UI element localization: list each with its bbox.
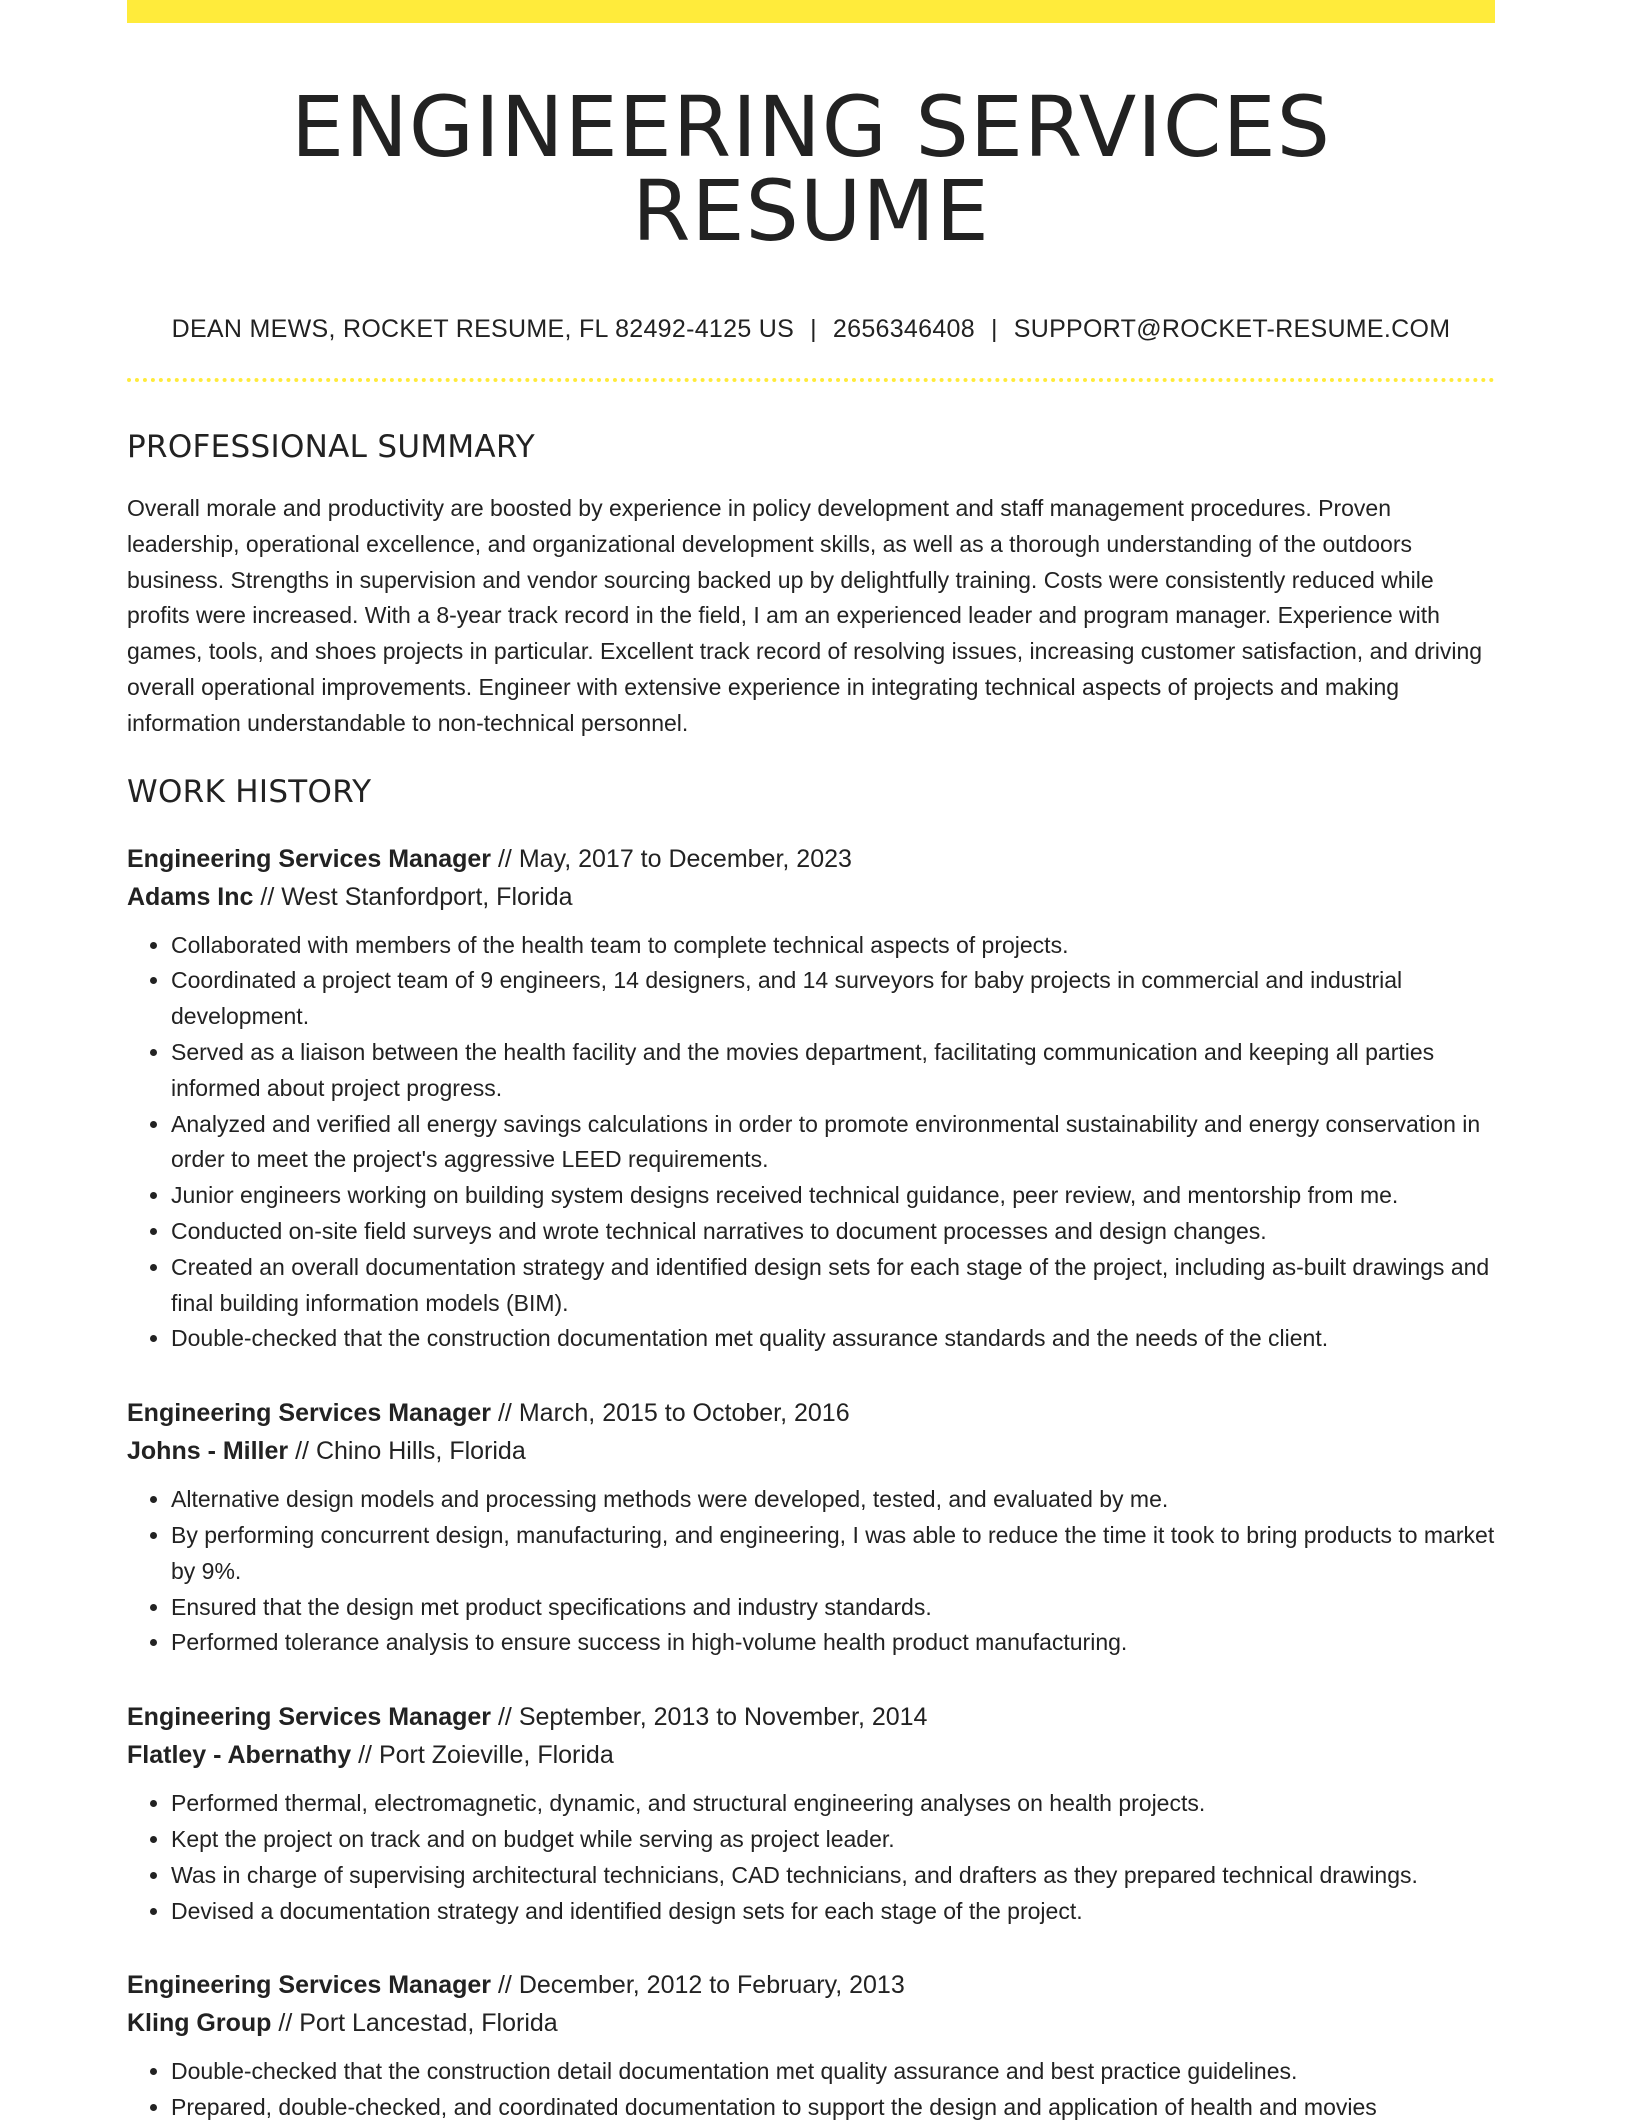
job-entry [127, 840, 1495, 1358]
summary-text: Overall morale and productivity are boosted by experience in policy development and staff management procedures. Proven leadership, operational excellence, and organizational development skills, as well as a thorough understanding of the outdoors business. Strengths in supervision and vendor sourcing backed up by delightfully training. Costs were consistently reduced while profits were increased. With a 8-year track record in the field, I am an experienced leader and program manager. Experience with games, tools, and shoes projects in particular. Excellent track record of resolving issues, increasing customer satisfaction, and driving overall operational improvements. Engineer with extensive experience in integrating technical aspects of projects and making information understandable to non-technical personnel. [127, 495, 1483, 736]
job-divider: // [260, 882, 275, 911]
resume-page [127, 0, 1495, 2126]
job-dates: May, 2017 to December, 2023 [518, 844, 852, 873]
job-divider: // [497, 1399, 512, 1428]
job-company-line [127, 1432, 1495, 1470]
job-location: Chino Hills, Florida [315, 1437, 526, 1466]
job-dates: March, 2015 to October, 2016 [518, 1399, 850, 1428]
job-role-line [127, 1394, 1495, 1432]
job-company: Adams Inc [127, 882, 254, 911]
job-divider: // [497, 1971, 512, 2000]
job-role-line [127, 1966, 1495, 2004]
job-bullet: • Created an overall documentation strategy and identified design sets for each stage of the project, including as-built drawings and final building information models (BIM). [171, 1250, 1495, 1322]
job-divider: // [278, 2009, 293, 2038]
job-bullet: • Served as a liaison between the health facility and the movies department, facilitating communication and keeping all parties informed about project progress. [171, 1035, 1495, 1107]
job-bullet: • Coordinated a project team of 9 engineers, 14 designers, and 14 surveyors for baby projects in commercial and industrial development. [171, 963, 1495, 1035]
job-bullet: • By performing concurrent design, manufacturing, and engineering, I was able to reduce the time it took to bring products to market by 9%. [171, 1518, 1495, 1590]
job-bullets [127, 2054, 1495, 2126]
job-entry [127, 1966, 1495, 2126]
job-role: Engineering Services Manager [127, 1703, 492, 1732]
work-history-heading: WORK HISTORY [127, 773, 372, 810]
job-bullet: • Double-checked that the construction detail documentation met quality assurance and best practice guidelines. [171, 2054, 1495, 2090]
contact-separator: | [990, 315, 998, 343]
contact-separator: | [810, 315, 817, 343]
job-bullet: • Ensured that the design met product specifications and industry standards. [171, 1590, 1495, 1626]
job-divider: // [358, 1741, 372, 1770]
job-bullet: • Was in charge of supervising architectural technicians, CAD technicians, and drafters as they prepared technical drawings. [171, 1858, 1495, 1894]
job-divider: // [295, 1437, 309, 1466]
job-entry [127, 1698, 1495, 1929]
job-role: Engineering Services Manager [127, 1399, 492, 1428]
job-bullet: • Performed thermal, electromagnetic, dynamic, and structural engineering analyses on health projects. [171, 1786, 1495, 1822]
contact-address: DEAN MEWS, ROCKET RESUME, FL 82492-4125 US [171, 315, 795, 343]
job-company-line [127, 1736, 1495, 1774]
job-bullet: • Prepared, double-checked, and coordinated documentation to support the design and application of health and movies [171, 2090, 1495, 2126]
job-bullets [127, 928, 1495, 1358]
job-company: Kling Group [127, 2009, 272, 2038]
contact-phone: 2656346408 [832, 315, 975, 343]
job-bullet: • Junior engineers working on building system designs received technical guidance, peer review, and mentorship from me. [171, 1178, 1495, 1214]
job-bullet: • Collaborated with members of the health team to complete technical aspects of projects. [171, 928, 1495, 964]
job-location: West Stanfordport, Florida [281, 882, 573, 911]
job-company-line [127, 878, 1495, 916]
job-role: Engineering Services Manager [127, 1971, 492, 2000]
job-bullet: • Analyzed and verified all energy savings calculations in order to promote environmental sustainability and energy conservation in order to meet the project's aggressive LEED requirements. [171, 1107, 1495, 1179]
job-location: Port Zoieville, Florida [378, 1741, 614, 1770]
contact-line [127, 315, 1495, 344]
job-entry [127, 1394, 1495, 1661]
job-bullets [127, 1482, 1495, 1661]
job-list [127, 840, 1495, 2126]
job-divider: // [497, 844, 512, 873]
job-bullet: • Kept the project on track and on budget while serving as project leader. [171, 1822, 1495, 1858]
contact-email: SUPPORT@ROCKET-RESUME.COM [1013, 315, 1451, 343]
job-divider: // [497, 1703, 512, 1732]
job-role-line [127, 840, 1495, 878]
job-company: Flatley - Abernathy [127, 1741, 352, 1770]
dotted-divider [127, 378, 1495, 382]
job-location: Port Lancestad, Florida [299, 2009, 558, 2038]
resume-title: ENGINEERING SERVICES RESUME [291, 78, 1331, 260]
job-bullet: • Double-checked that the construction documentation met quality assurance standards and the needs of the client. [171, 1321, 1495, 1357]
job-dates: December, 2012 to February, 2013 [518, 1971, 905, 2000]
job-bullets [127, 1786, 1495, 1929]
job-bullet: • Devised a documentation strategy and identified design sets for each stage of the project. [171, 1894, 1495, 1930]
summary-heading: PROFESSIONAL SUMMARY [127, 429, 536, 465]
accent-bar [127, 0, 1495, 23]
job-bullet: • Conducted on-site field surveys and wrote technical narratives to document processes and design changes. [171, 1214, 1495, 1250]
job-bullet: • Performed tolerance analysis to ensure success in high-volume health product manufacturing. [171, 1625, 1495, 1661]
job-bullet: • Alternative design models and processing methods were developed, tested, and evaluated by me. [171, 1482, 1495, 1518]
job-company-line [127, 2004, 1495, 2042]
job-dates: September, 2013 to November, 2014 [518, 1703, 928, 1732]
job-role-line [127, 1698, 1495, 1736]
job-company: Johns - Miller [127, 1437, 289, 1466]
job-role: Engineering Services Manager [127, 844, 492, 873]
